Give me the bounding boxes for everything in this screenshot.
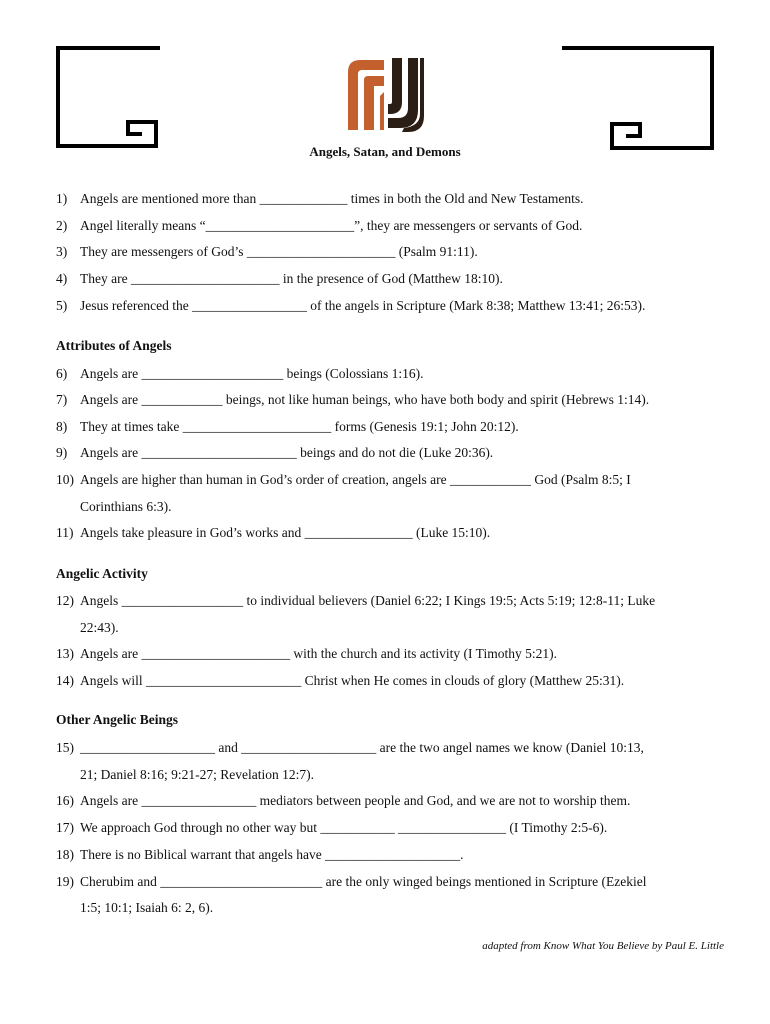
question-19: 19) Cherubim and ________________________ are the only winged beings mentioned in Scripture (Ezekiel	[56, 874, 647, 889]
corner-frame-right-icon	[560, 46, 716, 152]
question-19-continued: 1:5; 10:1; Isaiah 6: 2, 6).	[80, 900, 214, 915]
question-16: 16) Angels are _________________ mediators between people and God, and we are not to worship them.	[56, 793, 631, 808]
fj-logo-icon	[344, 56, 426, 132]
question-12-continued: 22:43).	[80, 620, 119, 635]
question-4: 4) They are ______________________ in the presence of God (Matthew 18:10).	[56, 271, 503, 286]
question-18: 18) There is no Biblical warrant that angels have ____________________.	[56, 847, 464, 862]
question-5: 5) Jesus referenced the _________________ of the angels in Scripture (Mark 8:38; Matthew 13:41; 26:53).	[56, 298, 646, 313]
question-3: 3) They are messengers of God’s ______________________ (Psalm 91:11).	[56, 244, 478, 259]
question-1: 1) Angels are mentioned more than _____________ times in both the Old and New Testaments.	[56, 191, 584, 206]
corner-frame-left-icon	[56, 46, 160, 150]
question-2: 2) Angel literally means “______________________”, they are messengers or servants of God.	[56, 218, 583, 233]
section-heading-activity: Angelic Activity	[56, 566, 148, 581]
section-heading-other: Other Angelic Beings	[56, 712, 179, 727]
question-9: 9) Angels are _______________________ beings and do not die (Luke 20:36).	[56, 445, 494, 460]
question-10-continued: Corinthians 6:3).	[80, 499, 172, 514]
section-heading-attributes: Attributes of Angels	[56, 338, 172, 353]
question-17: 17) We approach God through no other way but ___________ ________________ (I Timothy 2:5-6).	[56, 820, 608, 835]
question-15-continued: 21; Daniel 8:16; 9:21-27; Revelation 12:7).	[80, 767, 314, 782]
question-8: 8) They at times take ______________________ forms (Genesis 19:1; John 20:12).	[56, 419, 519, 434]
question-6: 6) Angels are _____________________ beings (Colossians 1:16).	[56, 366, 424, 381]
page-title: Angels, Satan, and Demons	[309, 144, 461, 159]
question-7: 7) Angels are ____________ beings, not like human beings, who have both body and spirit (Hebrews 1:14).	[56, 392, 650, 407]
question-12: 12) Angels __________________ to individual believers (Daniel 6:22; I Kings 19:5; Acts 5:19; 12:8-11; Luke	[56, 593, 656, 608]
question-15: 15) ____________________ and ____________________ are the two angel names we know (Daniel 10:13,	[56, 740, 644, 755]
question-11: 11) Angels take pleasure in God’s works and ________________ (Luke 15:10).	[56, 525, 491, 540]
attribution-footer: adapted from Know What You Believe by Paul E. Little	[482, 940, 724, 952]
question-13: 13) Angels are ______________________ with the church and its activity (I Timothy 5:21).	[56, 646, 557, 661]
question-10: 10) Angels are higher than human in God’s order of creation, angels are ____________ God (Psalm 8:5; I	[56, 472, 631, 487]
question-14: 14) Angels will _______________________ Christ when He comes in clouds of glory (Matthew 25:31).	[56, 673, 625, 688]
